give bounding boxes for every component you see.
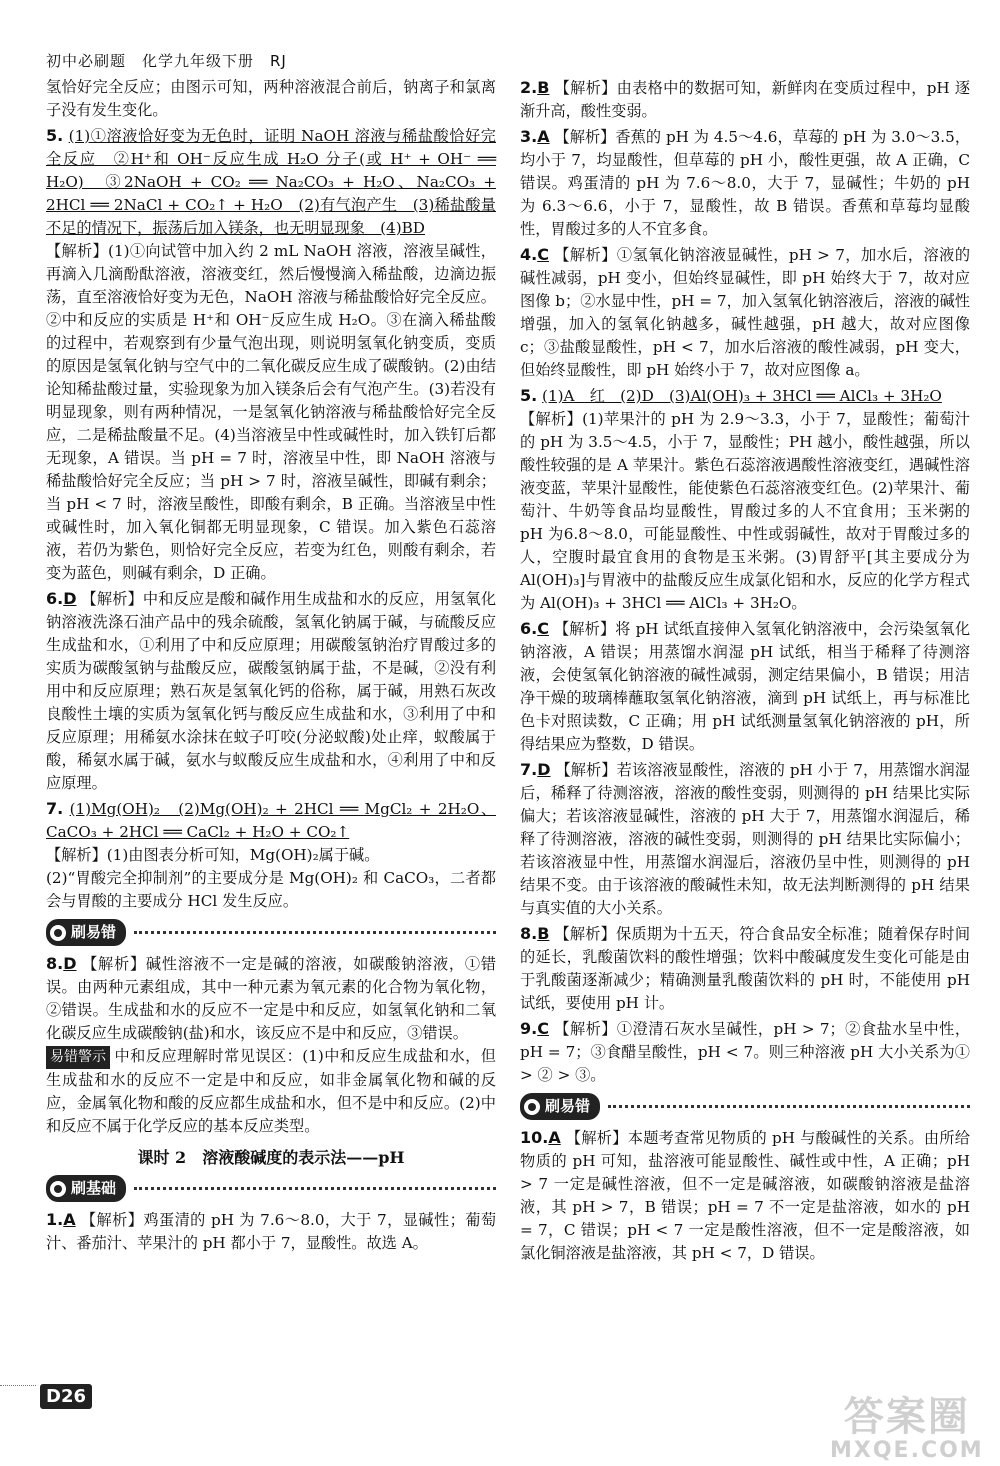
answer-item-3 — [520, 125, 970, 241]
item-number: 9. — [520, 1019, 538, 1038]
section-header-basic — [46, 1175, 496, 1202]
answer-text: (1)A 红 (2)D (3)Al(OH)₃ + 3HCl ══ AlCl₃ + 3H₂O — [542, 387, 942, 405]
dotted-rule — [134, 931, 496, 934]
analysis-text: 【解析】(1)①向试管中加入约 2 mL NaOH 溶液，溶液呈碱性，再滴入几滴酚酞溶液，溶液变红，然后慢慢滴入稀盐酸，边滴边振荡，直至溶液恰好变为无色，NaOH 溶液与稀盐酸恰好完全反应。②中和反应的实质是 H⁺和 OH⁻反应生成 H₂O。③在滴入稀盐酸的过程中，若观察到有少量气泡出现，则说明氢氧化钠变质，变质的原因是氢氧化钠与空气中的二氧化碳反应生成了碳酸钠。(2)由结论知稀盐酸过量，实验现象为加入镁条后会有气泡产生。(3)若没有明显现象，则有两种情况，一是氢氧化钠溶液与稀盐酸恰好完全反应，二是稀盐酸量不足。(4)当溶液呈中性或碱性时，加入铁钉后都无现象，A 错误。当 pH = 7 时，溶液呈中性，即 NaOH 溶液与稀盐酸恰好完全反应；当 pH > 7 时，溶液呈碱性，即碱有剩余；当 pH < 7 时，溶液呈酸性，即酸有剩余，B 正确。当溶液呈中性或碱性时，加入氧化铜都无明显现象，C 错误。加入紫色石蕊溶液，若仍为紫色，则恰好完全反应，若变为红色，则酸有剩余，若变为蓝色，则碱有剩余，D 正确。 — [46, 242, 496, 582]
left-column — [46, 76, 496, 1257]
item-number: 4. — [520, 245, 538, 264]
section-badge: 刷基础 — [46, 1175, 126, 1202]
item-number: 7. — [520, 760, 538, 779]
item-number: 2. — [520, 78, 538, 97]
item-number: 6. — [520, 619, 538, 638]
answer-letter: A — [63, 1210, 76, 1229]
analysis-text: 【解析】本题考查常见物质的 pH 与酸碱性的关系。由所给物质的 pH 可知，盐溶液可能显酸性、碱性或中性，A 正确；pH > 7 一定是碱性溶液，但不一定是碱溶液，如碳酸钠溶液是盐溶液，其 pH > 7，B 错误；pH = 7 不一定是盐溶液，如水的 pH = 7，C 错误；pH < 7 一定是酸性溶液，但不一定是酸溶液，如氯化铜溶液是盐溶液，其 pH < 7，D 错误。 — [520, 1129, 970, 1262]
answer-letter: D — [63, 954, 77, 973]
answer-letter: D — [537, 760, 551, 779]
answer-item-5r — [520, 384, 970, 615]
running-header: 初中必刷题 化学九年级下册 RJ — [46, 52, 287, 70]
margin-dotted-line — [0, 1385, 36, 1386]
answer-item-5 — [46, 124, 496, 585]
answer-letter: C — [537, 619, 549, 638]
section-badge: 刷易错 — [520, 1093, 600, 1120]
answer-item-4 — [520, 243, 970, 382]
item-number: 5. — [46, 126, 64, 145]
analysis-text: 【解析】鸡蛋清的 pH 为 7.6～8.0，大于 7，显碱性；葡萄汁、番茄汁、苹果汁的 pH 都小于 7，显酸性。故选 A。 — [46, 1211, 497, 1252]
answer-item-10r — [520, 1126, 970, 1265]
answer-letter: A — [548, 1128, 561, 1147]
answer-text: (1)①溶液恰好变为无色时，证明 NaOH 溶液与稀盐酸恰好完全反应 ②H⁺和 OH⁻反应生成 H₂O 分子(或 H⁺ + OH⁻ ══ H₂O) ③2NaOH + CO₂ ══ Na₂CO₃ + H₂O、Na₂CO₃ + 2HCl ══ 2NaCl + CO₂↑ + H₂O (2)有气泡产生 (3)稀盐酸量不足的情况下，振荡后加入镁条，也无明显现象 (4)BD — [46, 127, 496, 237]
answer-item-6 — [46, 587, 496, 795]
answer-item-7r — [520, 758, 970, 920]
answer-item-6r — [520, 617, 970, 756]
lesson-title: 课时 2 溶液酸碱度的表示法——pH — [137, 1148, 405, 1167]
warning-label: 易错警示 — [46, 1046, 110, 1069]
answer-item-2 — [520, 76, 970, 123]
answer-item-8r — [520, 922, 970, 1015]
right-column — [520, 76, 970, 1267]
dotted-rule — [134, 1187, 496, 1190]
answer-item-8 — [46, 952, 496, 1138]
continued-text: 氢恰好完全反应；由图示可知，两种溶液混合前后，钠离子和氯离子没有发生变化。 — [46, 78, 496, 119]
item-number: 5. — [520, 386, 538, 405]
analysis-text-2: (2)“胃酸完全抑制剂”的主要成分是 Mg(OH)₂ 和 CaCO₃，二者都会与胃酸的主要成分 HCl 发生反应。 — [46, 869, 496, 910]
analysis-text: 【解析】(1)由图表分析可知，Mg(OH)₂属于碱。 — [46, 846, 380, 864]
analysis-text: 【解析】由表格中的数据可知，新鲜肉在变质过程中，pH 逐渐升高，酸性变弱。 — [520, 79, 971, 120]
item-number: 7. — [46, 799, 64, 818]
brush-icon — [524, 1099, 540, 1115]
answer-letter: B — [537, 78, 550, 97]
item-number: 6. — [46, 589, 64, 608]
watermark-line-2: MXQE.COM — [830, 1438, 984, 1463]
item-number: 10. — [520, 1128, 549, 1147]
section-header-error — [46, 919, 496, 946]
analysis-text: 【解析】若该溶液显酸性，溶液的 pH 小于 7，用蒸馏水润湿后，稀释了待测溶液，溶液的酸性变弱，则测得的 pH 结果比实际偏大；若该溶液显碱性，溶液的 pH 大于 7，用蒸馏水润湿后，稀释了待测溶液，溶液的碱性变弱，则测得的 pH 结果比实际偏小；若该溶液显中性，用蒸馏水润湿后，溶液仍呈中性，则测得的 pH 结果不变。由于该溶液的酸碱性未知，故无法判断测得的 pH 结果与真实值的大小关系。 — [520, 761, 970, 917]
analysis-text: 【解析】(1)苹果汁的 pH 为 2.9～3.3，小于 7，显酸性；葡萄汁的 pH 为 3.5～4.5，小于 7，显酸性；PH 越小，酸性越强，所以酸性较强的是 A 苹果汁。紫色石蕊溶液遇酸性溶液变红，遇碱性溶液变蓝，苹果汁显酸性，能使紫色石蕊溶液变红色。(2)苹果汁、葡萄汁、牛奶等食品均显酸性，胃酸过多的人不宜食用；玉米粥的 pH 为6.8～8.0，可能显酸性、中性或弱碱性，故对于胃酸过多的人，空腹时最宜食用的食物是玉米粥。(3)胃舒平[其主要成分为 Al(OH)₃]与胃液中的盐酸反应生成氯化铝和水，反应的化学方程式为 Al(OH)₃ + 3HCl ══ AlCl₃ + 3H₂O。 — [520, 410, 970, 612]
analysis-text: 【解析】保质期为十五天，符合食品安全标准；随着保存时间的延长，乳酸菌饮料的酸性增强；饮料中酸碱度发生变化可能是由于乳酸菌逐渐减少；精确测量乳酸菌饮料的 pH 时，不能使用 pH 试纸，要使用 pH 计。 — [520, 925, 971, 1012]
answer-letter: C — [537, 1019, 549, 1038]
analysis-text: 【解析】香蕉的 pH 为 4.5～4.6，草莓的 pH 为 3.0～3.5，均小于 7，均显酸性，但草莓的 pH 小，酸性更强，故 A 正确，C 错误。鸡蛋清的 pH 为 7.6～8.0，大于 7，显碱性；牛奶的 pH 为 6.3～6.6，小于 7，显酸性，故 B 错误。香蕉和草莓均显酸性，胃酸过多的人不宜多食。 — [520, 128, 971, 238]
brush-icon — [50, 925, 66, 941]
section-badge: 刷易错 — [46, 919, 126, 946]
item-number: 8. — [520, 924, 538, 943]
analysis-text: 【解析】中和反应是酸和碱作用生成盐和水的反应，用氢氧化钠溶液洗涤石油产品中的残余硫酸，氢氧化钠属于碱，与硫酸反应生成盐和水，①利用了中和反应原理；用碳酸氢钠治疗胃酸过多的实质为碳酸氢钠与盐酸反应，碳酸氢钠属于盐，不是碱，②没有利用中和反应原理；熟石灰是氢氧化钙的俗称，属于碱，用熟石灰改良酸性土壤的实质为氢氧化钙与酸反应生成盐和水，③利用了中和反应原理；用稀氨水涂抹在蚊子叮咬(分泌蚁酸)处止痒，蚁酸属于酸，稀氨水属于碱，氨水与蚁酸反应生成盐和水，④利用了中和反应原理。 — [46, 590, 497, 792]
answer-letter: A — [537, 127, 550, 146]
item-number: 3. — [520, 127, 538, 146]
analysis-text: 【解析】①氢氧化钠溶液显碱性，pH > 7，加水后，溶液的碱性减弱，pH 变小，但始终显碱性，即 pH 始终大于 7，故对应图像 b；②水显中性，pH = 7，加入氢氧化钠溶液后，溶液的碱性增强，加入的氢氧化钠越多，碱性越强，pH 越大，故对应图像 c；③盐酸显酸性，pH < 7，加水后溶液的酸性减弱，pH 变大，但始终显酸性，即 pH 始终小于 7，故对应图像 a。 — [520, 246, 971, 379]
page-number: D26 — [40, 1384, 92, 1409]
answer-letter: C — [537, 245, 549, 264]
answer-item-1 — [46, 1208, 496, 1255]
watermark-line-1: 答案圈 — [843, 1394, 970, 1440]
answer-letter: D — [63, 589, 77, 608]
watermark-logo — [830, 1396, 984, 1463]
dotted-rule — [608, 1105, 970, 1108]
answer-item-9r — [520, 1017, 970, 1087]
item-number: 1. — [46, 1210, 64, 1229]
answer-letter: B — [537, 924, 550, 943]
item-number: 8. — [46, 954, 64, 973]
analysis-text: 【解析】碱性溶液不一定是碱的溶液，如碳酸钠溶液，①错误。由两种元素组成，其中一种元素为氧元素的化合物为氧化物，②错误。生成盐和水的反应不一定是中和反应，如氢氧化钠和二氧化碳反应生成碳酸钠(盐)和水，该反应不是中和反应，③错误。 — [46, 955, 497, 1042]
answer-item-7 — [46, 797, 496, 913]
answer-text: (1)Mg(OH)₂ (2)Mg(OH)₂ + 2HCl ══ MgCl₂ + 2H₂O、CaCO₃ + 2HCl ══ CaCl₂ + H₂O + CO₂↑ — [46, 800, 497, 841]
section-header-error-right — [520, 1093, 970, 1120]
analysis-text: 【解析】①澄清石灰水呈碱性，pH > 7；②食盐水呈中性，pH = 7；③食醋呈酸性，pH < 7。则三种溶液 pH 大小关系为① > ② > ③。 — [520, 1020, 971, 1084]
warning-note: 易错警示 中和反应理解时常见误区：(1)中和反应生成盐和水，但生成盐和水的反应不一定是中和反应，如非金属氧化物和碱的反应，金属氧化物和酸的反应都生成盐和水，但不是中和反应。(2)中和反应不属于化学反应的基本反应类型。 — [46, 1047, 496, 1135]
analysis-text: 【解析】将 pH 试纸直接伸入氢氧化钠溶液中，会污染氢氧化钠溶液，A 错误；用蒸馏水润湿 pH 试纸，相当于稀释了待测溶液，会使氢氧化钠溶液的碱性减弱，测定结果偏小，B 错误；用洁净干燥的玻璃棒蘸取氢氧化钠溶液，滴到 pH 试纸上，再与标准比色卡对照读数，C 正确；用 pH 试纸测量氢氧化钠溶液的 pH，所得结果应为整数，D 错误。 — [520, 620, 971, 753]
brush-icon — [50, 1181, 66, 1197]
